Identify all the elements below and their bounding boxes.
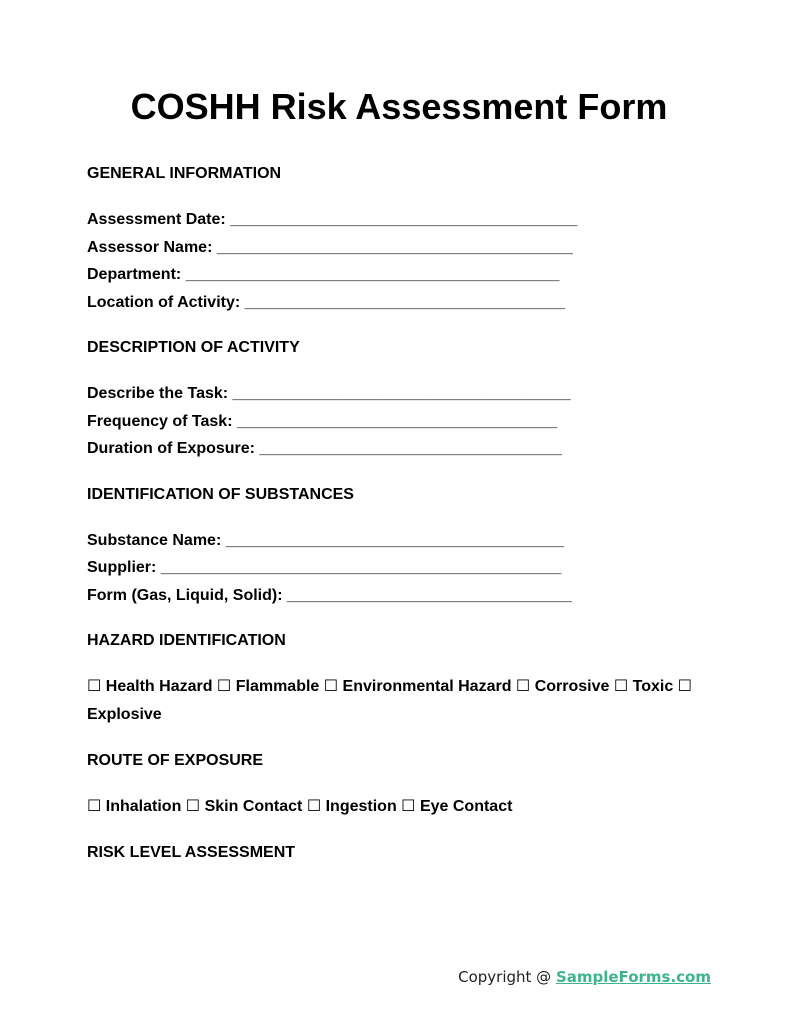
section-heading: DESCRIPTION OF ACTIVITY: [87, 339, 300, 356]
field-label: Assessment Date:: [87, 211, 226, 228]
field-blank-line[interactable]: ____________________________________: [236, 412, 558, 430]
field-label: Frequency of Task:: [87, 412, 233, 430]
field-duration-of-exposure[interactable]: [87, 435, 727, 463]
page-title: COSHH Risk Assessment Form: [130, 86, 668, 127]
field-blank-line[interactable]: ________________________________________: [216, 238, 573, 256]
field-substance-name[interactable]: [87, 527, 727, 555]
field-label: Describe the Task:: [87, 385, 229, 402]
field-blank-line[interactable]: __________________________________: [259, 440, 563, 457]
route-checkbox-options[interactable]: ☐ Inhalation ☐ Skin Contact ☐ Ingestion ☐ Eye Contact: [87, 798, 513, 815]
field-list: [87, 380, 727, 463]
field-blank-line[interactable]: __________________________________________: [185, 266, 560, 283]
section-identification-of-substances: [87, 483, 727, 610]
section-description-of-activity: [87, 336, 727, 463]
section-route-of-exposure: [87, 749, 727, 821]
field-supplier[interactable]: [87, 554, 727, 582]
section-heading: RISK LEVEL ASSESSMENT: [87, 844, 296, 861]
section-general-information: [87, 162, 727, 316]
field-blank-line[interactable]: _____________________________________________: [160, 559, 562, 576]
field-location-of-activity[interactable]: [87, 289, 727, 317]
field-describe-the-task[interactable]: [87, 380, 727, 408]
field-list: [87, 206, 727, 316]
hazard-checkbox-options[interactable]: ☐ Health Hazard ☐ Flammable ☐ Environmental Hazard ☐ Corrosive ☐ Toxic ☐ Explosive: [87, 678, 693, 723]
field-label: Supplier:: [87, 559, 157, 576]
section-heading: GENERAL INFORMATION: [87, 165, 282, 182]
field-blank-line[interactable]: ____________________________________: [244, 293, 565, 311]
field-assessor-name[interactable]: [87, 234, 727, 262]
field-label: Assessor Name:: [87, 238, 213, 256]
sampleforms-link[interactable]: SampleForms.com: [555, 968, 711, 986]
section-heading: IDENTIFICATION OF SUBSTANCES: [87, 485, 354, 503]
field-department[interactable]: [87, 261, 727, 289]
field-label: Duration of Exposure:: [87, 440, 256, 457]
field-label: Department:: [87, 266, 182, 283]
field-assessment-date[interactable]: [87, 206, 727, 234]
field-label: Location of Activity:: [87, 293, 241, 311]
form-content: [87, 162, 727, 885]
section-heading: HAZARD IDENTIFICATION: [87, 632, 286, 649]
field-blank-line[interactable]: ________________________________: [287, 586, 572, 604]
field-frequency-of-task[interactable]: [87, 408, 727, 436]
field-label: Substance Name:: [87, 531, 222, 549]
field-list: [87, 527, 727, 610]
field-blank-line[interactable]: _______________________________________: [230, 211, 578, 228]
field-blank-line[interactable]: ______________________________________: [225, 531, 564, 549]
copyright-footer: [458, 966, 711, 988]
field-label: Form (Gas, Liquid, Solid):: [87, 586, 283, 604]
section-heading: ROUTE OF EXPOSURE: [87, 752, 264, 769]
section-risk-level-assessment: [87, 841, 727, 865]
field-blank-line[interactable]: ______________________________________: [232, 385, 571, 402]
field-form-gas-liquid-solid[interactable]: [87, 582, 727, 610]
section-hazard-identification: [87, 629, 727, 729]
copyright-text: Copyright @: [458, 968, 556, 986]
